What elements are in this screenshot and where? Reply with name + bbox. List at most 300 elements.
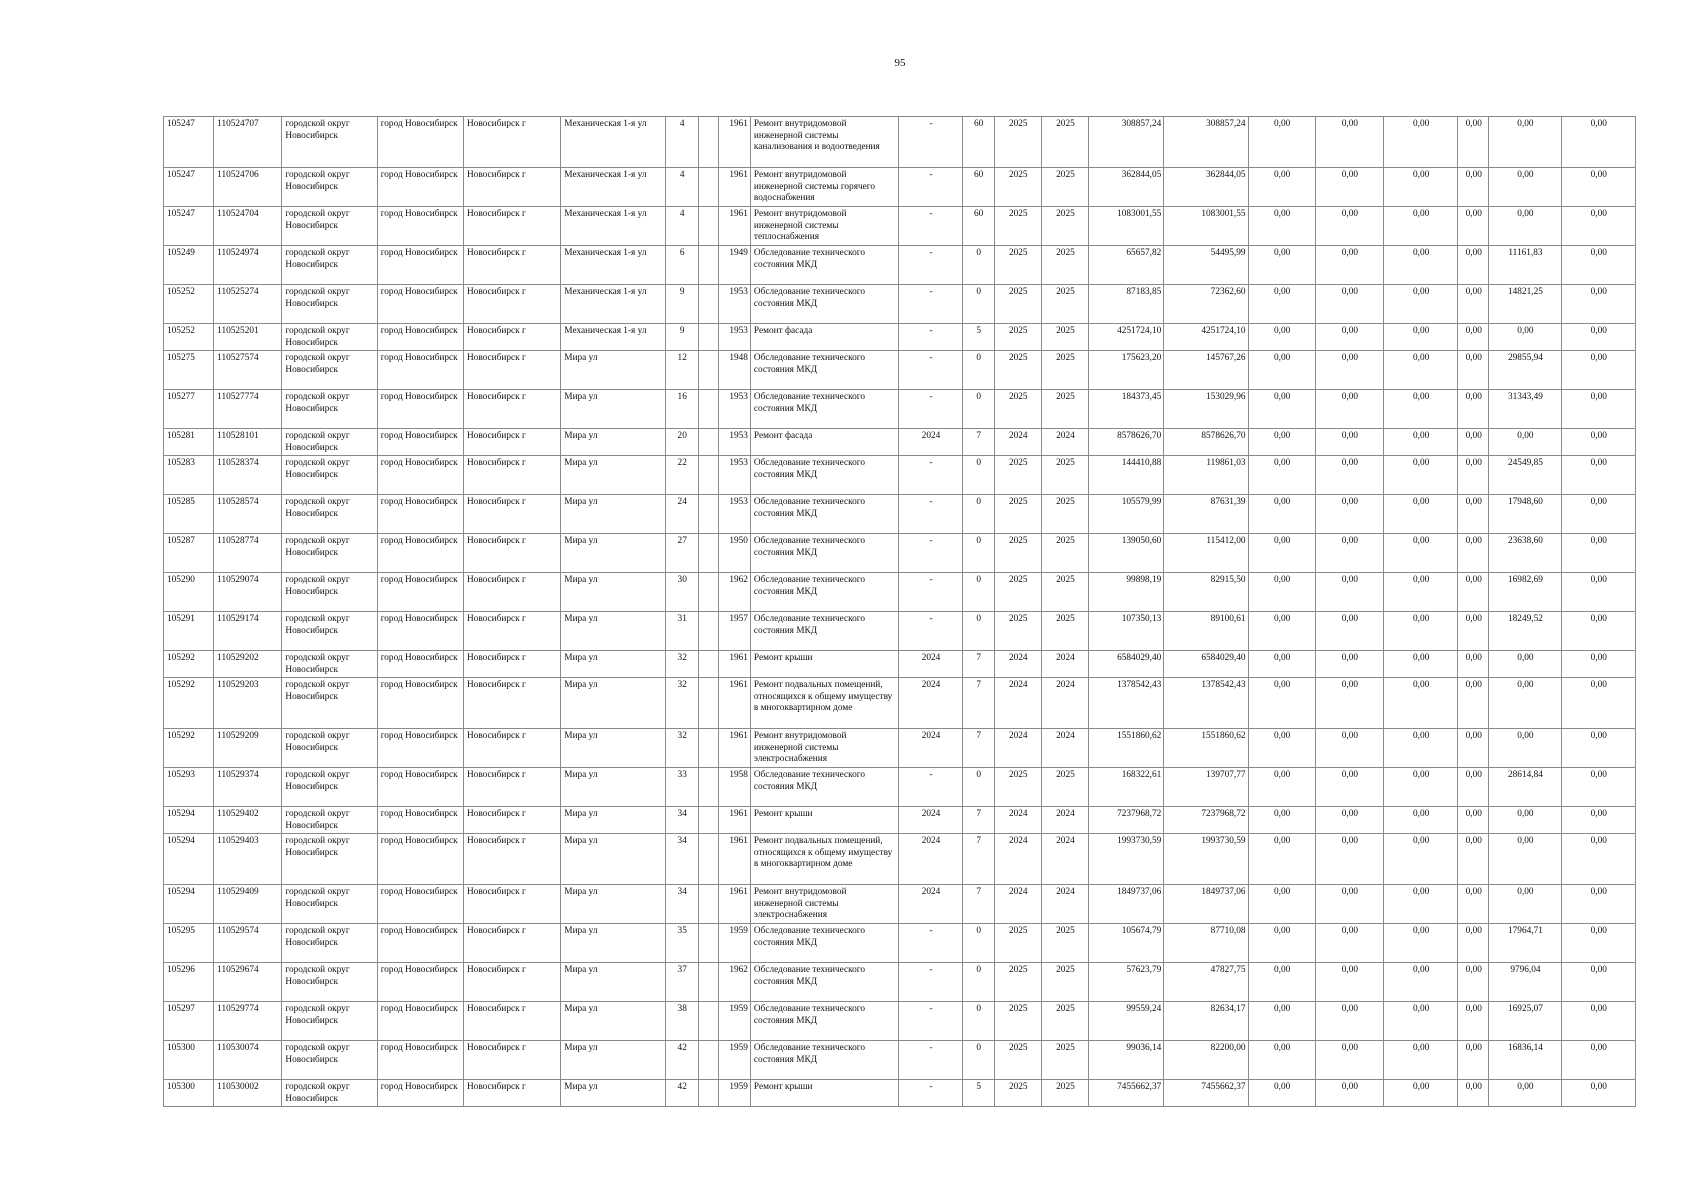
cell-v3: 0,00 [1383,963,1457,1002]
cell-house: 42 [665,1080,698,1107]
cell-lit [698,1080,718,1107]
cell-v3: 0,00 [1383,834,1457,885]
cell-gorod: город Новосибирск [377,963,463,1002]
cell-house: 6 [665,246,698,285]
cell-okrug: городской округ Новосибирск [282,963,377,1002]
cell-city: Новосибирск г [463,678,560,729]
cell-s2: 82200,00 [1164,1041,1248,1080]
cell-v5: 17948,60 [1489,495,1561,534]
cell-lit [698,1002,718,1041]
cell-id: 105294 [164,807,214,834]
cell-v1: 0,00 [1248,456,1315,495]
cell-okrug: городской округ Новосибирск [282,390,377,429]
cell-v1: 0,00 [1248,324,1315,351]
cell-house: 9 [665,324,698,351]
table-row [164,534,1636,573]
cell-srok: 0 [962,768,994,807]
cell-gorod: город Новосибирск [377,885,463,924]
cell-v2: 0,00 [1315,207,1383,246]
cell-gorod: город Новосибирск [377,390,463,429]
cell-v1: 0,00 [1248,495,1315,534]
cell-lit [698,168,718,207]
table-row [164,168,1636,207]
cell-gorod: город Новосибирск [377,324,463,351]
cell-year: 1959 [718,924,750,963]
cell-code: 110530002 [214,1080,282,1107]
cell-gorod: город Новосибирск [377,351,463,390]
cell-v6: 0,00 [1561,678,1635,729]
cell-house: 20 [665,429,698,456]
cell-srok: 0 [962,351,994,390]
cell-v6: 0,00 [1561,1041,1635,1080]
cell-work: Ремонт крыши [750,1080,899,1107]
cell-v1: 0,00 [1248,729,1315,768]
cell-gorod: город Новосибирск [377,168,463,207]
cell-v3: 0,00 [1383,1080,1457,1107]
cell-v3: 0,00 [1383,534,1457,573]
cell-code: 110528374 [214,456,282,495]
cell-city: Новосибирск г [463,456,560,495]
cell-work: Ремонт внутридомовой инженерной системы электроснабжения [750,729,899,768]
table-row [164,246,1636,285]
cell-house: 27 [665,534,698,573]
cell-srok: 0 [962,390,994,429]
cell-v4: 0,00 [1458,1080,1489,1107]
cell-plan: - [899,285,962,324]
cell-y2: 2024 [1041,651,1088,678]
cell-v6: 0,00 [1561,285,1635,324]
cell-city: Новосибирск г [463,963,560,1002]
cell-code: 110529574 [214,924,282,963]
cell-id: 105291 [164,612,214,651]
cell-y2: 2024 [1041,678,1088,729]
cell-v6: 0,00 [1561,1080,1635,1107]
cell-house: 38 [665,1002,698,1041]
cell-v6: 0,00 [1561,534,1635,573]
cell-year: 1961 [718,885,750,924]
cell-y2: 2024 [1041,429,1088,456]
cell-okrug: городской округ Новосибирск [282,285,377,324]
cell-code: 110530074 [214,1041,282,1080]
cell-house: 9 [665,285,698,324]
cell-city: Новосибирск г [463,117,560,168]
cell-v2: 0,00 [1315,678,1383,729]
table-row [164,351,1636,390]
cell-street: Мира ул [561,678,665,729]
cell-plan: 2024 [899,729,962,768]
cell-v4: 0,00 [1458,807,1489,834]
cell-v2: 0,00 [1315,456,1383,495]
cell-city: Новосибирск г [463,324,560,351]
cell-s2: 87710,08 [1164,924,1248,963]
cell-s2: 8578626,70 [1164,429,1248,456]
cell-v2: 0,00 [1315,768,1383,807]
table-row [164,456,1636,495]
cell-id: 105294 [164,885,214,924]
cell-plan: 2024 [899,885,962,924]
cell-plan: - [899,1041,962,1080]
cell-gorod: город Новосибирск [377,768,463,807]
cell-v1: 0,00 [1248,924,1315,963]
table-row [164,324,1636,351]
cell-id: 105287 [164,534,214,573]
cell-code: 110529674 [214,963,282,1002]
cell-street: Мира ул [561,534,665,573]
cell-work: Ремонт крыши [750,651,899,678]
cell-v3: 0,00 [1383,612,1457,651]
cell-gorod: город Новосибирск [377,456,463,495]
cell-gorod: город Новосибирск [377,246,463,285]
cell-house: 22 [665,456,698,495]
cell-city: Новосибирск г [463,885,560,924]
cell-s1: 1083001,55 [1089,207,1164,246]
cell-y1: 2025 [994,534,1041,573]
cell-code: 110524704 [214,207,282,246]
cell-v4: 0,00 [1458,429,1489,456]
table-row [164,729,1636,768]
table-row [164,834,1636,885]
cell-id: 105281 [164,429,214,456]
cell-city: Новосибирск г [463,1002,560,1041]
cell-okrug: городской округ Новосибирск [282,1080,377,1107]
cell-v5: 0,00 [1489,807,1561,834]
cell-y1: 2024 [994,651,1041,678]
cell-v5: 0,00 [1489,678,1561,729]
cell-s1: 144410,88 [1089,456,1164,495]
cell-s1: 1849737,06 [1089,885,1164,924]
cell-street: Механическая 1-я ул [561,117,665,168]
cell-y2: 2024 [1041,834,1088,885]
cell-city: Новосибирск г [463,573,560,612]
cell-gorod: город Новосибирск [377,612,463,651]
cell-s1: 99036,14 [1089,1041,1164,1080]
cell-y2: 2025 [1041,924,1088,963]
cell-work: Ремонт фасада [750,429,899,456]
cell-v3: 0,00 [1383,351,1457,390]
cell-street: Мира ул [561,1002,665,1041]
cell-s1: 105579,99 [1089,495,1164,534]
cell-work: Ремонт внутридомовой инженерной системы канализования и водоотведения [750,117,899,168]
cell-plan: - [899,1002,962,1041]
cell-year: 1948 [718,351,750,390]
cell-v6: 0,00 [1561,168,1635,207]
cell-work: Обследование технического состояния МКД [750,612,899,651]
cell-v6: 0,00 [1561,807,1635,834]
cell-v2: 0,00 [1315,246,1383,285]
cell-s1: 1551860,62 [1089,729,1164,768]
cell-y1: 2025 [994,285,1041,324]
cell-code: 110524707 [214,117,282,168]
cell-v4: 0,00 [1458,1041,1489,1080]
cell-v6: 0,00 [1561,495,1635,534]
cell-okrug: городской округ Новосибирск [282,351,377,390]
cell-house: 12 [665,351,698,390]
cell-y1: 2025 [994,573,1041,612]
cell-gorod: город Новосибирск [377,678,463,729]
cell-srok: 0 [962,612,994,651]
cell-v2: 0,00 [1315,168,1383,207]
cell-s2: 115412,00 [1164,534,1248,573]
cell-lit [698,390,718,429]
table-row [164,924,1636,963]
cell-v2: 0,00 [1315,729,1383,768]
cell-y2: 2025 [1041,1041,1088,1080]
cell-v3: 0,00 [1383,729,1457,768]
cell-v4: 0,00 [1458,651,1489,678]
cell-year: 1953 [718,390,750,429]
cell-plan: - [899,1080,962,1107]
cell-work: Ремонт внутридомовой инженерной системы теплоснабжения [750,207,899,246]
cell-v1: 0,00 [1248,390,1315,429]
cell-v4: 0,00 [1458,729,1489,768]
cell-s2: 362844,05 [1164,168,1248,207]
cell-v3: 0,00 [1383,651,1457,678]
cell-year: 1953 [718,429,750,456]
cell-plan: - [899,768,962,807]
cell-okrug: городской округ Новосибирск [282,834,377,885]
cell-plan: - [899,207,962,246]
cell-y1: 2025 [994,1080,1041,1107]
cell-s2: 47827,75 [1164,963,1248,1002]
cell-id: 105300 [164,1080,214,1107]
cell-street: Механическая 1-я ул [561,168,665,207]
cell-v6: 0,00 [1561,351,1635,390]
cell-okrug: городской округ Новосибирск [282,1002,377,1041]
cell-work: Обследование технического состояния МКД [750,246,899,285]
cell-s2: 6584029,40 [1164,651,1248,678]
cell-work: Обследование технического состояния МКД [750,534,899,573]
cell-v4: 0,00 [1458,534,1489,573]
cell-v4: 0,00 [1458,834,1489,885]
cell-s1: 139050,60 [1089,534,1164,573]
cell-v2: 0,00 [1315,1080,1383,1107]
cell-city: Новосибирск г [463,834,560,885]
cell-year: 1961 [718,807,750,834]
cell-plan: - [899,495,962,534]
table-row [164,429,1636,456]
cell-city: Новосибирск г [463,612,560,651]
cell-plan: - [899,924,962,963]
cell-y2: 2025 [1041,1080,1088,1107]
cell-lit [698,963,718,1002]
cell-srok: 60 [962,207,994,246]
cell-srok: 5 [962,1080,994,1107]
cell-gorod: город Новосибирск [377,285,463,324]
cell-lit [698,834,718,885]
cell-y1: 2025 [994,768,1041,807]
cell-s2: 54495,99 [1164,246,1248,285]
cell-srok: 0 [962,573,994,612]
cell-v3: 0,00 [1383,390,1457,429]
cell-year: 1949 [718,246,750,285]
cell-s2: 72362,60 [1164,285,1248,324]
cell-v4: 0,00 [1458,246,1489,285]
cell-plan: 2024 [899,678,962,729]
cell-srok: 60 [962,168,994,207]
cell-s1: 362844,05 [1089,168,1164,207]
table-row [164,768,1636,807]
cell-work: Обследование технического состояния МКД [750,1002,899,1041]
cell-lit [698,573,718,612]
cell-y2: 2025 [1041,495,1088,534]
cell-plan: - [899,117,962,168]
cell-gorod: город Новосибирск [377,924,463,963]
cell-s1: 65657,82 [1089,246,1164,285]
cell-v5: 28614,84 [1489,768,1561,807]
cell-street: Механическая 1-я ул [561,246,665,285]
cell-lit [698,924,718,963]
cell-code: 110524974 [214,246,282,285]
cell-code: 110529074 [214,573,282,612]
cell-v5: 0,00 [1489,324,1561,351]
cell-s2: 82634,17 [1164,1002,1248,1041]
cell-okrug: городской округ Новосибирск [282,207,377,246]
cell-y1: 2025 [994,390,1041,429]
cell-v3: 0,00 [1383,1002,1457,1041]
cell-s2: 1378542,43 [1164,678,1248,729]
cell-v5: 0,00 [1489,729,1561,768]
cell-lit [698,246,718,285]
cell-code: 110529202 [214,651,282,678]
table-row [164,651,1636,678]
cell-s2: 7237968,72 [1164,807,1248,834]
cell-s2: 1849737,06 [1164,885,1248,924]
cell-v5: 0,00 [1489,834,1561,885]
cell-year: 1961 [718,207,750,246]
cell-y2: 2025 [1041,768,1088,807]
cell-v5: 16982,69 [1489,573,1561,612]
cell-lit [698,117,718,168]
cell-v6: 0,00 [1561,456,1635,495]
table-row [164,285,1636,324]
cell-s2: 87631,39 [1164,495,1248,534]
cell-id: 105297 [164,1002,214,1041]
table-row [164,1002,1636,1041]
cell-y2: 2025 [1041,246,1088,285]
cell-v1: 0,00 [1248,246,1315,285]
cell-gorod: город Новосибирск [377,834,463,885]
cell-s2: 4251724,10 [1164,324,1248,351]
cell-id: 105296 [164,963,214,1002]
cell-y1: 2024 [994,429,1041,456]
cell-okrug: городской округ Новосибирск [282,651,377,678]
cell-v1: 0,00 [1248,885,1315,924]
cell-year: 1953 [718,324,750,351]
cell-code: 110525274 [214,285,282,324]
cell-y1: 2025 [994,324,1041,351]
cell-year: 1962 [718,963,750,1002]
cell-plan: - [899,246,962,285]
cell-year: 1953 [718,456,750,495]
cell-okrug: городской округ Новосибирск [282,885,377,924]
cell-city: Новосибирск г [463,807,560,834]
cell-s1: 168322,61 [1089,768,1164,807]
cell-v1: 0,00 [1248,807,1315,834]
cell-y1: 2025 [994,207,1041,246]
cell-lit [698,651,718,678]
cell-y1: 2025 [994,117,1041,168]
cell-city: Новосибирск г [463,207,560,246]
cell-street: Мира ул [561,495,665,534]
cell-y1: 2024 [994,729,1041,768]
cell-y1: 2025 [994,924,1041,963]
cell-id: 105292 [164,678,214,729]
cell-v4: 0,00 [1458,963,1489,1002]
cell-okrug: городской округ Новосибирск [282,246,377,285]
table-row [164,1041,1636,1080]
cell-y1: 2024 [994,678,1041,729]
cell-v1: 0,00 [1248,534,1315,573]
cell-lit [698,324,718,351]
cell-y2: 2025 [1041,1002,1088,1041]
cell-okrug: городской округ Новосибирск [282,534,377,573]
cell-v4: 0,00 [1458,117,1489,168]
cell-work: Обследование технического состояния МКД [750,495,899,534]
cell-v6: 0,00 [1561,924,1635,963]
cell-v6: 0,00 [1561,885,1635,924]
cell-y2: 2024 [1041,729,1088,768]
cell-id: 105275 [164,351,214,390]
cell-house: 35 [665,924,698,963]
cell-street: Мира ул [561,351,665,390]
table-row [164,807,1636,834]
cell-v5: 18249,52 [1489,612,1561,651]
cell-s1: 105674,79 [1089,924,1164,963]
cell-v6: 0,00 [1561,729,1635,768]
cell-city: Новосибирск г [463,168,560,207]
cell-v5: 0,00 [1489,117,1561,168]
cell-v2: 0,00 [1315,534,1383,573]
cell-v3: 0,00 [1383,573,1457,612]
cell-id: 105277 [164,390,214,429]
cell-v3: 0,00 [1383,1041,1457,1080]
cell-code: 110529402 [214,807,282,834]
table-row [164,207,1636,246]
cell-year: 1959 [718,1041,750,1080]
cell-okrug: городской округ Новосибирск [282,429,377,456]
cell-okrug: городской округ Новосибирск [282,678,377,729]
cell-house: 24 [665,495,698,534]
cell-y2: 2025 [1041,390,1088,429]
cell-plan: - [899,573,962,612]
cell-s1: 99559,24 [1089,1002,1164,1041]
cell-work: Обследование технического состояния МКД [750,768,899,807]
capital-repair-table [163,116,1636,1107]
cell-okrug: городской округ Новосибирск [282,768,377,807]
cell-lit [698,495,718,534]
cell-work: Обследование технического состояния МКД [750,351,899,390]
cell-lit [698,1041,718,1080]
cell-v4: 0,00 [1458,168,1489,207]
cell-house: 34 [665,885,698,924]
cell-s1: 99898,19 [1089,573,1164,612]
cell-year: 1961 [718,168,750,207]
cell-s2: 308857,24 [1164,117,1248,168]
cell-v2: 0,00 [1315,963,1383,1002]
cell-city: Новосибирск г [463,390,560,429]
cell-y1: 2024 [994,834,1041,885]
cell-okrug: городской округ Новосибирск [282,324,377,351]
cell-v1: 0,00 [1248,117,1315,168]
cell-city: Новосибирск г [463,729,560,768]
cell-v5: 16836,14 [1489,1041,1561,1080]
cell-house: 42 [665,1041,698,1080]
cell-work: Обследование технического состояния МКД [750,963,899,1002]
cell-v3: 0,00 [1383,456,1457,495]
cell-v4: 0,00 [1458,390,1489,429]
cell-year: 1953 [718,495,750,534]
cell-lit [698,729,718,768]
